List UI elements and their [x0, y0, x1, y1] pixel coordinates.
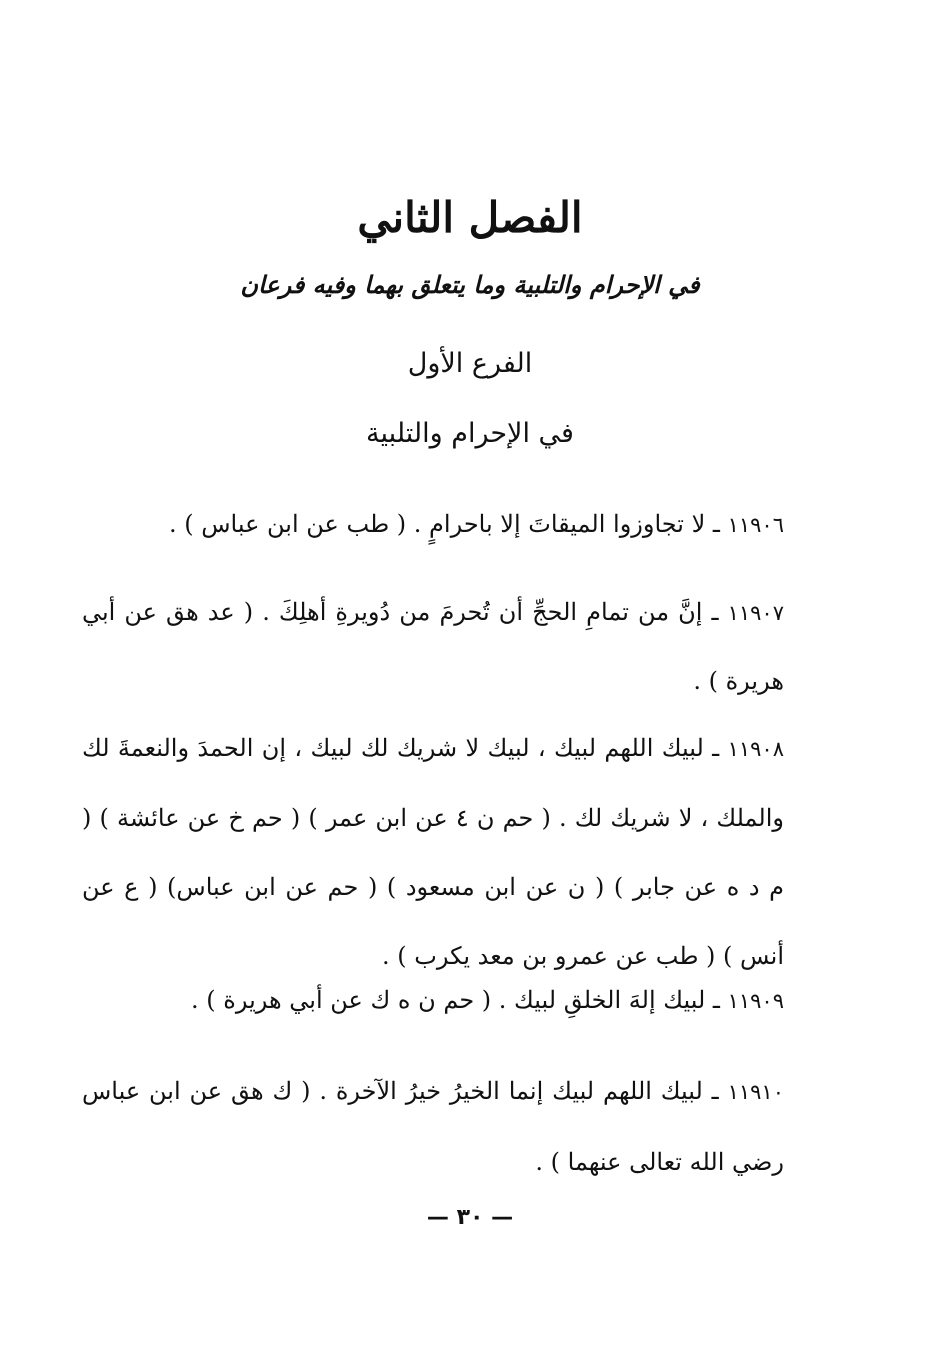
hadith-entry [82, 1056, 784, 1197]
hadith-entry [82, 578, 784, 715]
chapter-subtitle: في الإحرام والتلبية وما يتعلق بهما وفيه فرعان [240, 270, 700, 299]
hadith-number: ١١٩١٠ [727, 1080, 784, 1104]
hadith-text: لبيك اللهم لبيك ، لبيك لا شريك لك لبيك ، إن الحمدَ والنعمةَ لك والملك ، لا شريك لك . ( حم ن ٤ عن ابن عمر ) ( حم خ عن عائشة ) ( م د ه عن جابر ) ( ن عن ابن مسعود ) ( حم عن ابن عباس) ( ع عن أنس ) ( طب عن عمرو بن معد يكرب ) . [82, 734, 785, 970]
hadith-text: لبيك اللهم لبيك إنما الخيرُ خيرُ الآخرة . ( ك هق عن ابن عباس رضي الله تعالى عنهما ) . [82, 1077, 784, 1176]
entry-dash: ـ [705, 986, 720, 1014]
hadith-entry [82, 714, 784, 991]
entry-dash: ـ [702, 1077, 719, 1105]
entry-dash: ـ [703, 734, 720, 762]
hadith-number: ١١٩٠٨ [727, 737, 784, 761]
entry-dash: ـ [702, 598, 719, 626]
chapter-title: الفصل الثاني [357, 193, 583, 242]
hadith-number: ١١٩٠٩ [727, 989, 784, 1013]
entry-dash: ـ [705, 510, 720, 538]
hadith-number: ١١٩٠٧ [727, 601, 784, 625]
hadith-entry [82, 500, 784, 549]
hadith-text: لا تجاوزوا الميقاتَ إلا باحرامٍ . ( طب عن ابن عباس ) . [168, 510, 706, 538]
hadith-text: لبيك إلهَ الخلقِ لبيك . ( حم ن ه ك عن أبي هريرة ) . [191, 986, 706, 1014]
branch-title: الفرع الأول [407, 348, 533, 379]
hadith-entry [82, 976, 784, 1025]
hadith-text: إنَّ من تمامِ الحجِّ أن تُحرمَ من دُويرةِ أهلِكَ . ( عد هق عن أبي هريرة ) . [82, 598, 784, 695]
hadith-number: ١١٩٠٦ [727, 513, 784, 537]
branch-subtitle: في الإحرام والتلبية [366, 418, 574, 449]
page-number: — ٣٠ — [426, 1205, 514, 1230]
